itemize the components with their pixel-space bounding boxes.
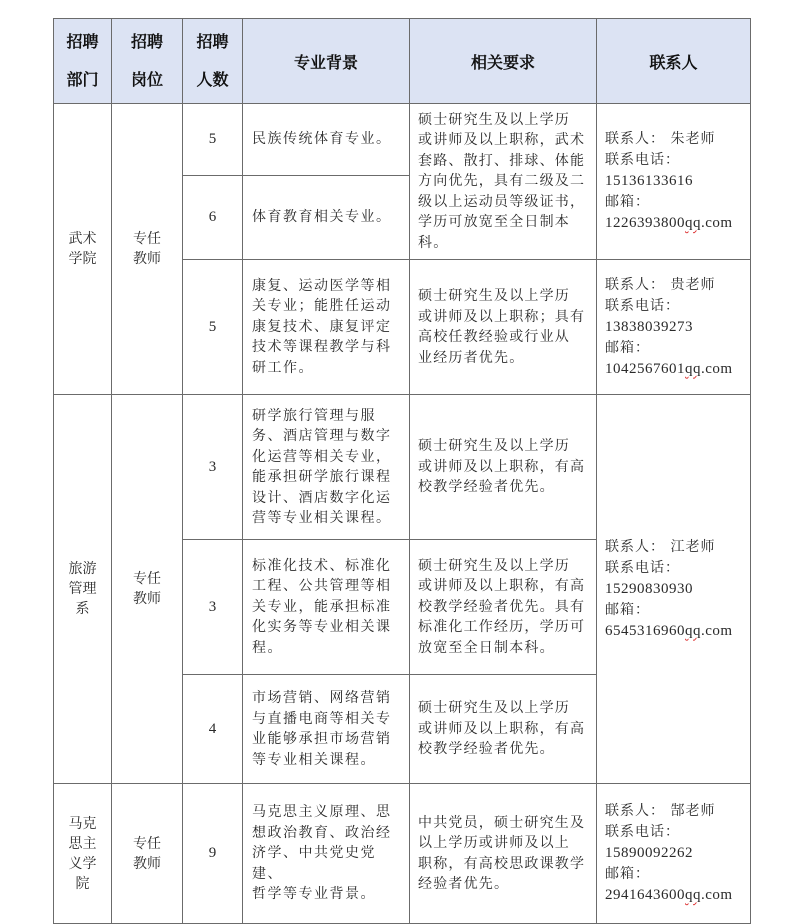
email-tld: .com [701, 360, 733, 377]
major-text: 济学、中共党史党建、 [252, 845, 376, 882]
major-text: 体育教育相关专业。 [252, 209, 392, 226]
contact-phone: 13838039273 [605, 318, 693, 335]
contact-name: 联系人： 江老师 [605, 538, 716, 555]
contact-cell [597, 260, 751, 395]
major-cell [243, 540, 410, 675]
requirement-line: 经验者优先。 [418, 876, 510, 892]
contact-phone: 15290830930 [605, 580, 693, 597]
contact-phone-label: 联系电话： [605, 152, 680, 168]
major-text: 工程、公共管理等相 [252, 578, 392, 595]
department-text: 院 [75, 875, 90, 892]
email-tld: .com [701, 887, 733, 903]
requirement-line: 方向优先，具有二级及二 [418, 173, 586, 190]
headcount-cell: 5 [183, 104, 243, 176]
major-text: 设计、酒店数字化运 [252, 489, 392, 506]
email-tld: .com [701, 622, 733, 639]
contact-email-label: 邮箱： [605, 194, 650, 210]
major-text: 康复、运动医学等相 [252, 277, 392, 294]
requirement-line: 或讲师及以上职称，武术 [418, 132, 586, 149]
requirement-line: 以上学历或讲师及以上 [418, 835, 570, 851]
email-user: 2941643600 [605, 887, 685, 903]
department-text: 义学 [68, 855, 97, 872]
headcount-cell: 3 [183, 395, 243, 540]
requirements-cell [410, 540, 597, 675]
header-text: 部门 [66, 70, 99, 89]
requirement-line: 高校任教经验或行业从 [418, 329, 570, 345]
table-row [54, 104, 751, 176]
requirements-cell [410, 395, 597, 540]
contact-phone-label: 联系电话： [605, 824, 680, 840]
major-text: 能承担研学旅行课程 [252, 469, 392, 485]
requirement-line: 校教学经验者优先。 [418, 479, 555, 496]
major-cell [243, 675, 410, 784]
email-domain: qq [685, 622, 701, 639]
requirement-line: 级以上运动员等级证书， [418, 193, 586, 210]
header-requirements: 相关要求 [410, 19, 597, 104]
contact-email-label: 邮箱： [605, 601, 650, 618]
position-text: 教师 [133, 855, 161, 872]
requirement-line: 职称，有高校思政课教学 [418, 855, 586, 872]
contact-cell [597, 104, 751, 260]
headcount-cell: 6 [183, 176, 243, 260]
major-text: 化运营等相关专业， [252, 448, 392, 465]
header-department [54, 19, 112, 104]
major-text: 程。 [252, 639, 283, 656]
contact-email [605, 885, 746, 906]
department-text: 系 [75, 601, 90, 617]
contact-cell [597, 784, 751, 924]
major-text: 想政治教育、政治经 [252, 824, 392, 841]
requirement-line: 硕士研究生及以上学历 [418, 288, 570, 304]
department-text: 思主 [68, 835, 97, 852]
major-text: 技术等课程教学与科 [252, 339, 392, 356]
headcount-cell: 9 [183, 784, 243, 924]
header-position [112, 19, 183, 104]
position-cell [112, 395, 183, 784]
major-text: 研工作。 [252, 359, 314, 376]
headcount-cell: 4 [183, 675, 243, 784]
email-user: 1226393800 [605, 215, 685, 231]
major-text: 营等专业相关课程。 [252, 510, 392, 526]
department-text: 旅游 [68, 561, 97, 577]
header-text: 招聘 [196, 32, 229, 51]
email-tld: .com [701, 215, 733, 231]
contact-phone-label: 联系电话： [605, 559, 680, 576]
email-domain: qq [685, 887, 701, 903]
major-text: 关专业，能承担标准 [252, 598, 392, 615]
position-text: 教师 [133, 251, 161, 267]
department-text: 马克 [68, 815, 97, 832]
major-text: 哲学等专业背景。 [252, 886, 376, 903]
requirement-line: 校教学经验者优先。 [418, 741, 555, 758]
email-user: 1042567601 [605, 360, 685, 377]
requirement-line: 放宽至全日制本科。 [418, 639, 555, 656]
position-text: 专任 [133, 231, 161, 247]
major-cell [243, 395, 410, 540]
major-cell [243, 260, 410, 395]
position-text: 专任 [133, 571, 161, 587]
headcount-cell: 5 [183, 260, 243, 395]
table-row [54, 395, 751, 540]
contact-phone: 15136133616 [605, 173, 693, 189]
contact-email-label: 邮箱： [605, 339, 650, 356]
position-cell [112, 104, 183, 395]
header-text: 招聘 [66, 32, 99, 51]
requirement-line: 标准化工作经历，学历可 [418, 619, 586, 636]
requirement-line: 中共党员，硕士研究生及 [418, 814, 586, 831]
major-text: 马克思主义原理、思 [252, 804, 392, 821]
header-text: 人数 [196, 70, 229, 89]
major-text: 化实务等专业相关课 [252, 619, 392, 636]
requirement-line: 科。 [418, 234, 449, 251]
requirement-line: 校教学经验者优先。具有 [418, 598, 586, 615]
requirement-line: 硕士研究生及以上学历 [418, 111, 570, 128]
requirements-cell [410, 784, 597, 924]
header-major: 专业背景 [243, 19, 410, 104]
department-text: 管理 [68, 581, 97, 597]
major-cell [243, 176, 410, 260]
department-cell [54, 784, 112, 924]
major-text: 等专业相关课程。 [252, 751, 376, 768]
header-text: 招聘 [130, 32, 163, 51]
email-domain: qq [685, 215, 701, 231]
contact-email [605, 621, 746, 642]
requirement-line: 硕士研究生及以上学历 [418, 438, 570, 455]
requirements-cell [410, 260, 597, 395]
major-text: 市场营销、网络营销 [252, 690, 392, 706]
contact-name: 联系人： 贵老师 [605, 276, 716, 293]
header-contact: 联系人 [597, 19, 751, 104]
email-domain: qq [685, 360, 701, 377]
position-text: 教师 [133, 591, 161, 607]
requirements-cell [410, 104, 597, 260]
requirements-cell [410, 675, 597, 784]
requirement-line: 或讲师及以上职称，有高 [418, 458, 586, 475]
table-row [54, 784, 751, 924]
header-text: 岗位 [130, 70, 163, 89]
requirement-line: 业经历者优先。 [418, 349, 525, 366]
position-text: 专任 [133, 835, 161, 852]
contact-email [605, 213, 746, 234]
requirement-line: 硕士研究生及以上学历 [418, 700, 570, 717]
recruitment-table [53, 18, 751, 924]
major-text: 业能够承担市场营销 [252, 731, 392, 747]
email-user: 6545316960 [605, 622, 685, 639]
requirement-line: 套路、散打、排球、体能 [418, 152, 586, 169]
table-header-row [54, 19, 751, 104]
requirement-line: 学历可放宽至全日制本 [418, 214, 570, 231]
header-headcount [183, 19, 243, 104]
major-text: 研学旅行管理与服 [252, 407, 376, 424]
requirement-line: 或讲师及以上职称，有高 [418, 578, 586, 595]
requirement-line: 或讲师及以上职称，有高 [418, 720, 586, 737]
requirement-line: 或讲师及以上职称；具有 [418, 308, 586, 325]
headcount-cell: 3 [183, 540, 243, 675]
major-cell [243, 104, 410, 176]
contact-name: 联系人： 朱老师 [605, 131, 716, 147]
contact-cell [597, 395, 751, 784]
department-cell [54, 395, 112, 784]
department-cell [54, 104, 112, 395]
contact-name: 联系人： 郜老师 [605, 803, 716, 819]
position-cell [112, 784, 183, 924]
major-text: 务、酒店管理与数字 [252, 428, 392, 444]
major-text: 康复技术、康复评定 [252, 318, 392, 335]
major-text: 关专业；能胜任运动 [252, 298, 392, 315]
department-text: 学院 [68, 251, 97, 267]
department-text: 武术 [68, 231, 97, 247]
major-text: 与直播电商等相关专 [252, 710, 392, 727]
contact-email-label: 邮箱： [605, 866, 650, 882]
contact-email [605, 359, 746, 380]
major-text: 标准化技术、标准化 [252, 557, 392, 574]
contact-phone-label: 联系电话： [605, 297, 680, 314]
requirement-line: 硕士研究生及以上学历 [418, 557, 570, 574]
major-text: 民族传统体育专业。 [252, 131, 392, 148]
contact-phone: 15890092262 [605, 845, 693, 861]
major-cell [243, 784, 410, 924]
